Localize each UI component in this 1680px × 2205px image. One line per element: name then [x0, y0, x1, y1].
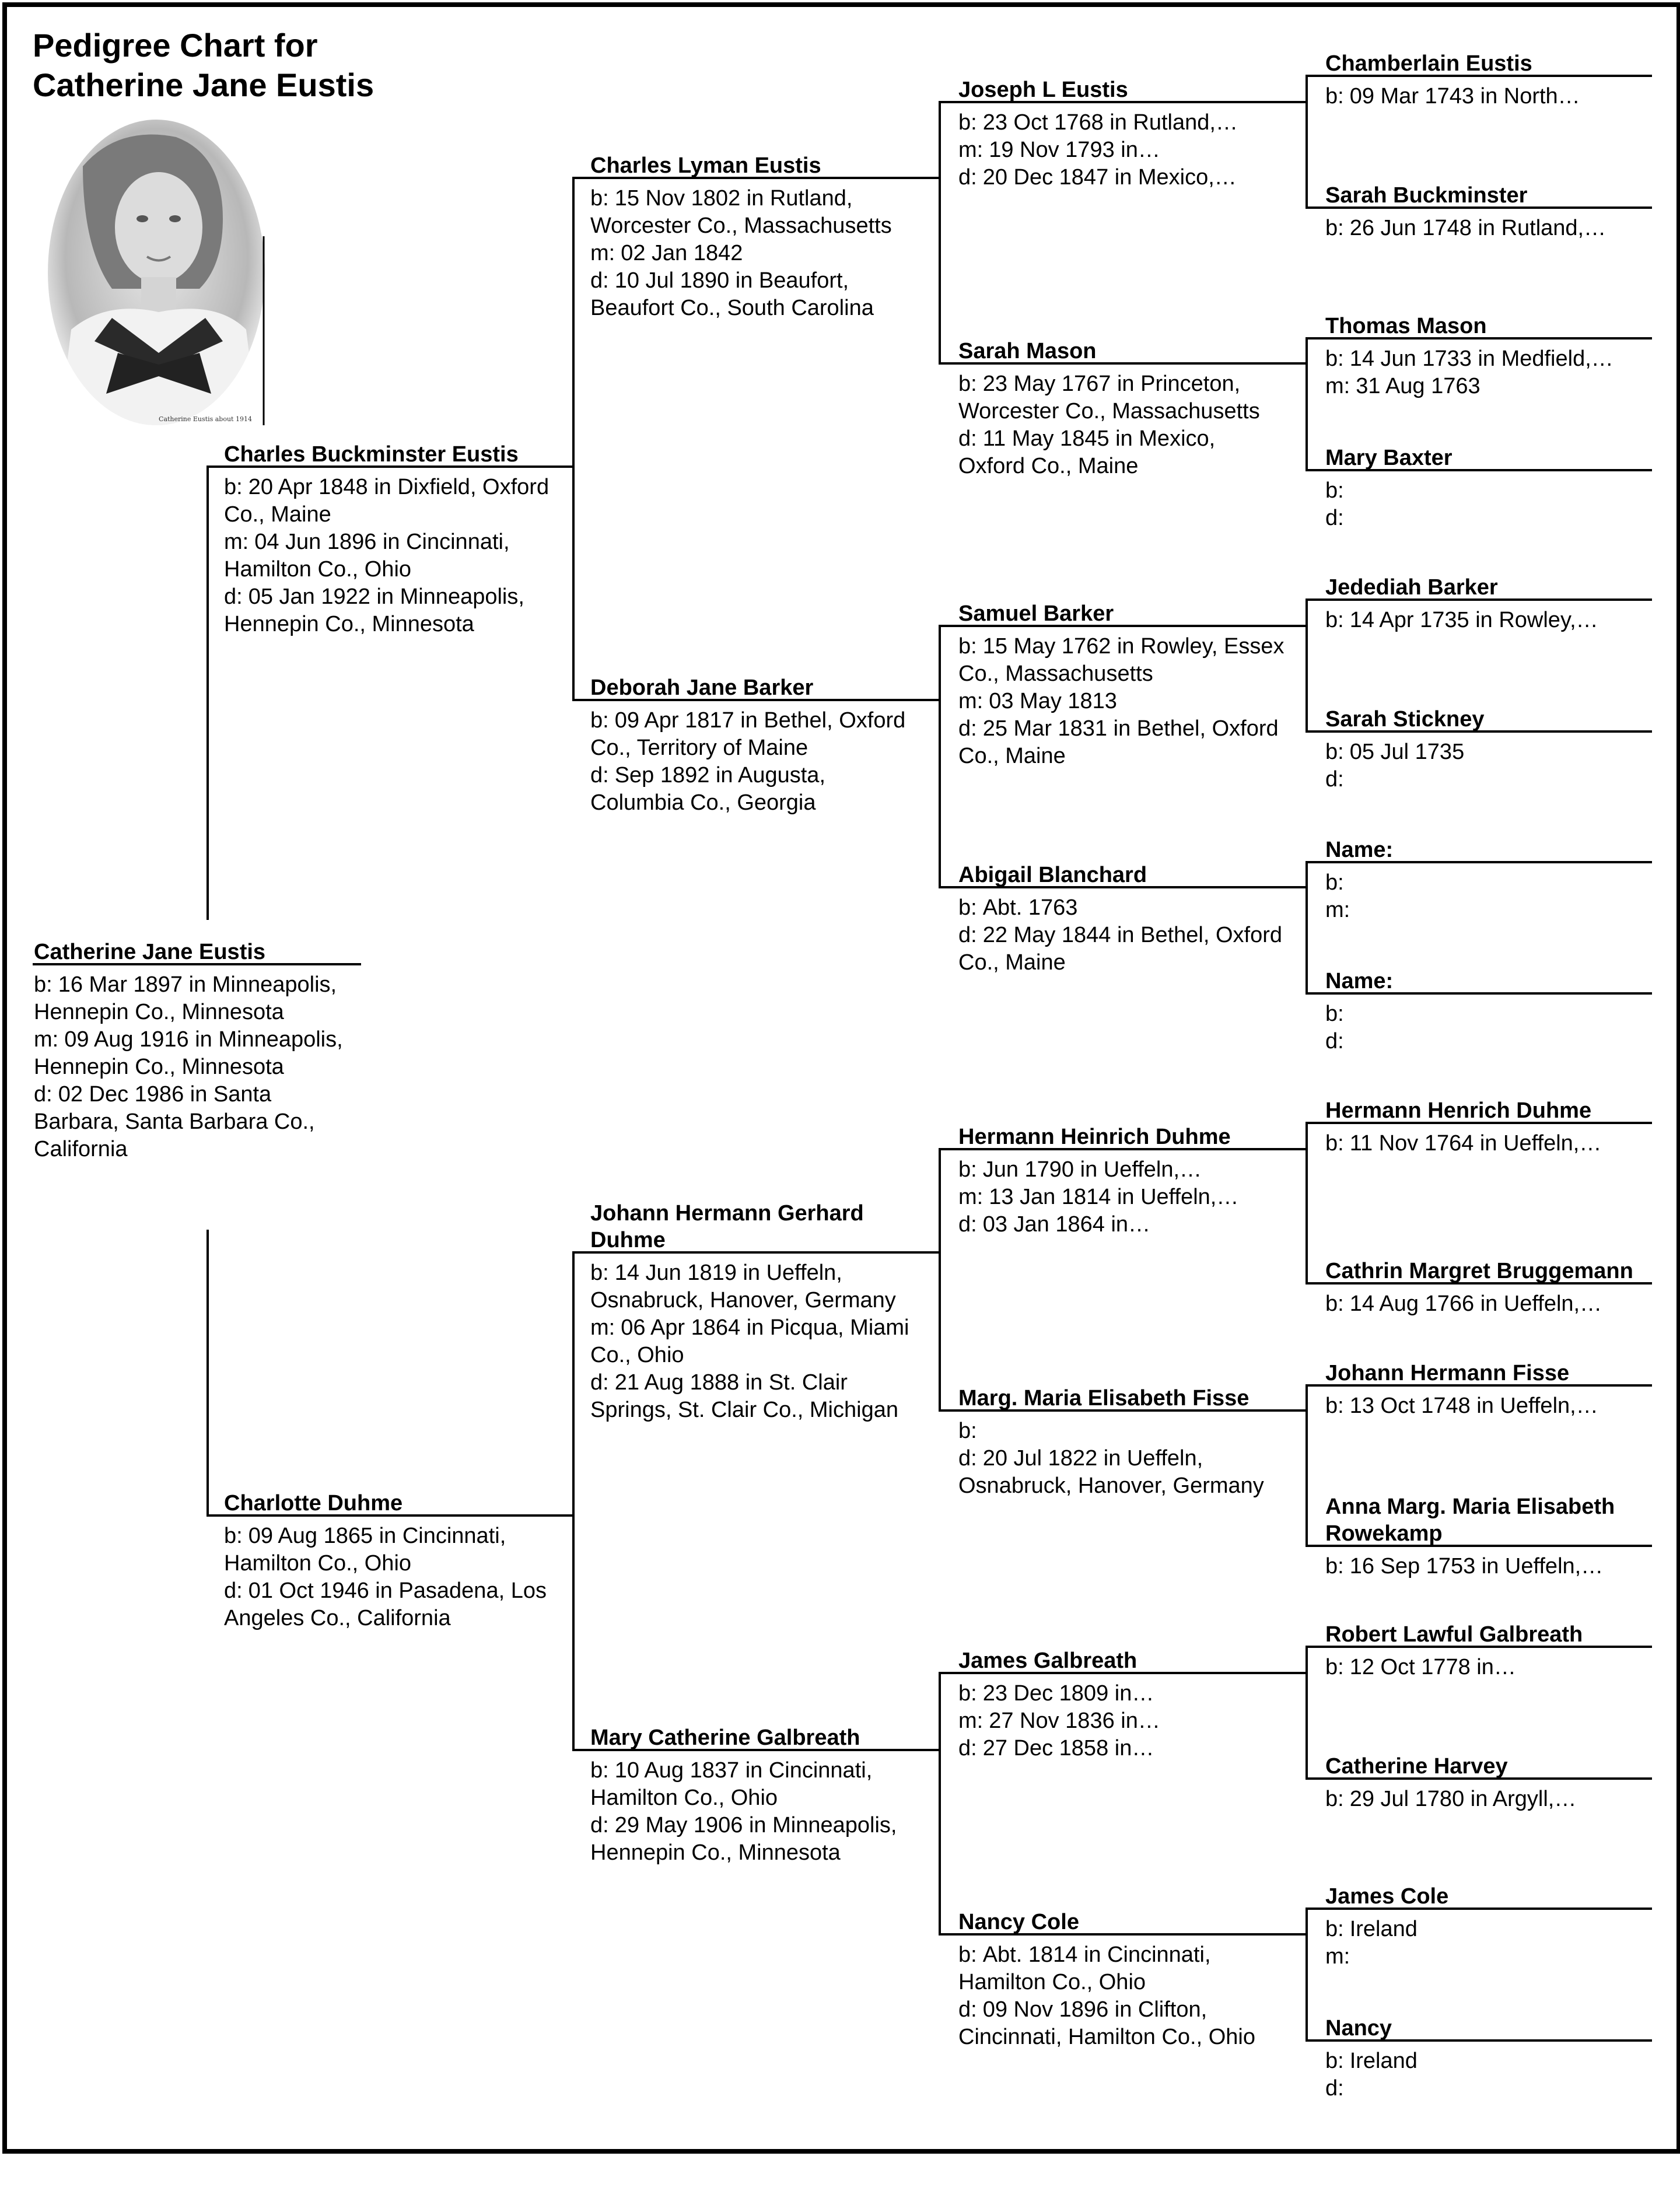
- person-marriage: [958, 136, 1285, 164]
- field-label: d:: [958, 165, 977, 190]
- field-label: b:: [958, 1419, 977, 1443]
- person-name: Samuel Barker: [958, 601, 1114, 626]
- page-title-line1: Pedigree Chart for: [33, 27, 318, 64]
- field-value: 25 Mar 1831 in Bethel, Oxford Co., Maine: [958, 716, 1279, 768]
- field-value: 01 Oct 1946 in Pasadena, Los Angeles Co., California: [224, 1578, 547, 1630]
- person-card-mary-baxter[interactable]: [1325, 446, 1640, 532]
- field-value: Jun 1790 in Ueffeln,…: [982, 1157, 1202, 1182]
- field-label: b:: [1325, 1292, 1344, 1316]
- person-birth: [1325, 1392, 1640, 1420]
- person-name: Catherine Harvey: [1325, 1754, 1508, 1779]
- person-name: Abigail Blanchard: [958, 863, 1147, 887]
- person-birth: [1325, 738, 1640, 766]
- person-death: [590, 1812, 917, 1867]
- person-name: Charles Lyman Eustis: [590, 153, 821, 178]
- person-birth: [590, 1259, 917, 1314]
- person-birth: [590, 185, 917, 240]
- field-value: 23 Dec 1809 in…: [982, 1681, 1154, 1706]
- field-label: d:: [34, 1082, 52, 1107]
- field-value: 27 Dec 1858 in…: [982, 1736, 1154, 1760]
- person-marriage: [958, 688, 1285, 715]
- field-label: m:: [958, 689, 984, 713]
- person-death: [1325, 1028, 1640, 1055]
- person-card-charles-lyman[interactable]: [590, 153, 917, 322]
- person-name: Jedediah Barker: [1325, 575, 1498, 600]
- field-label: b:: [590, 1758, 609, 1783]
- person-birth: [958, 109, 1285, 136]
- field-label: d:: [1325, 506, 1344, 530]
- field-label: m:: [958, 1709, 984, 1733]
- field-value: 03 May 1813: [989, 689, 1117, 713]
- person-marriage: [958, 1184, 1285, 1211]
- page-title-line2: Catherine Jane Eustis: [33, 66, 374, 103]
- person-birth: [958, 633, 1285, 688]
- field-label: b:: [958, 895, 977, 920]
- person-name: Sarah Stickney: [1325, 707, 1485, 732]
- person-card-marg-maria-fisse[interactable]: [958, 1386, 1285, 1500]
- person-death: [958, 1996, 1285, 2051]
- person-card-unknown-father[interactable]: [1325, 838, 1640, 924]
- field-value: 16 Sep 1753 in Ueffeln,…: [1349, 1554, 1604, 1578]
- person-card-sarah-buckminster[interactable]: [1325, 183, 1640, 242]
- person-card-samuel-barker[interactable]: [958, 601, 1285, 770]
- field-value: Sep 1892 in Augusta, Columbia Co., Georgia: [590, 763, 825, 815]
- field-value: 20 Apr 1848 in Dixfield, Oxford Co., Maine: [224, 475, 550, 527]
- field-label: d:: [958, 1446, 977, 1471]
- person-card-anna-marg[interactable]: [1325, 1494, 1640, 1580]
- person-marriage: [590, 1314, 917, 1369]
- person-death: [958, 715, 1285, 770]
- portrait-photo: [48, 120, 265, 425]
- person-birth: [958, 1156, 1285, 1184]
- field-label: b:: [1325, 870, 1344, 895]
- field-value: 11 May 1845 in Mexico, Oxford Co., Maine: [958, 426, 1216, 478]
- person-card-robert-lawful[interactable]: [1325, 1622, 1640, 1681]
- person-card-hermann-heinrich[interactable]: [958, 1125, 1285, 1238]
- page-title: [33, 26, 374, 105]
- field-label: d:: [590, 268, 609, 293]
- person-card-hermann-henrich[interactable]: [1325, 1098, 1640, 1157]
- field-label: b:: [1325, 1394, 1344, 1418]
- field-label: b:: [1325, 608, 1344, 632]
- person-birth: [1325, 345, 1640, 373]
- field-label: b:: [590, 708, 609, 733]
- person-name: James Galbreath: [958, 1648, 1138, 1673]
- person-marriage: [590, 240, 917, 267]
- person-birth: [1325, 477, 1640, 505]
- field-value: 02 Dec 1986 in Santa Barbara, Santa Barbara Co., California: [34, 1082, 315, 1161]
- person-card-charles-buckminster[interactable]: [224, 442, 551, 638]
- field-value: Ireland: [1349, 2049, 1418, 2073]
- field-value: 03 Jan 1864 in…: [982, 1212, 1151, 1237]
- field-label: d:: [1325, 1029, 1344, 1054]
- field-value: 19 Nov 1793 in…: [989, 138, 1160, 162]
- person-birth: [1325, 1654, 1640, 1681]
- person-name: Cathrin Margret Bruggemann: [1325, 1259, 1633, 1283]
- person-card-nancy-cole[interactable]: [958, 1910, 1285, 2051]
- field-value: 26 Jun 1748 in Rutland,…: [1349, 216, 1606, 240]
- person-marriage: [958, 1707, 1285, 1735]
- person-death: [1325, 2075, 1640, 2102]
- field-label: b:: [590, 186, 609, 211]
- field-value: 21 Aug 1888 in St. Clair Springs, St. Clair Co., Michigan: [590, 1370, 898, 1422]
- field-label: d:: [224, 584, 243, 609]
- field-label: d:: [590, 1370, 609, 1395]
- person-birth: [958, 1941, 1285, 1996]
- field-value: 10 Jul 1890 in Beaufort, Beaufort Co., South Carolina: [590, 268, 874, 320]
- person-death: [958, 1735, 1285, 1762]
- person-name: Charles Buckminster Eustis: [224, 442, 519, 467]
- field-value: 05 Jul 1735: [1349, 740, 1465, 764]
- person-death: [1325, 766, 1640, 793]
- field-label: m:: [1325, 374, 1350, 398]
- person-marriage: [224, 528, 551, 583]
- field-label: b:: [958, 1157, 977, 1182]
- person-card-nancy[interactable]: [1325, 2016, 1640, 2102]
- field-label: b:: [958, 372, 977, 396]
- person-death: [958, 1211, 1285, 1238]
- field-label: b:: [1325, 2049, 1344, 2073]
- field-value: 23 Oct 1768 in Rutland,…: [982, 110, 1238, 135]
- person-card-unknown-mother[interactable]: [1325, 969, 1640, 1055]
- person-birth: [958, 894, 1285, 922]
- person-name: Nancy Cole: [958, 1910, 1079, 1934]
- field-value: 13 Oct 1748 in Ueffeln,…: [1349, 1394, 1598, 1418]
- field-label: d:: [590, 1813, 609, 1838]
- field-value: 22 May 1844 in Bethel, Oxford Co., Maine: [958, 923, 1282, 975]
- field-value: 20 Dec 1847 in Mexico,…: [982, 165, 1237, 190]
- field-label: b:: [1325, 1917, 1344, 1941]
- person-death: [958, 164, 1285, 191]
- person-death: [224, 583, 551, 638]
- person-birth: [958, 370, 1285, 425]
- person-name: Hermann Henrich Duhme: [1325, 1098, 1592, 1123]
- field-label: d:: [958, 716, 977, 741]
- person-card-sarah-mason[interactable]: [958, 339, 1285, 480]
- person-card-catherine-jane[interactable]: [34, 940, 349, 1163]
- field-value: 09 Aug 1916 in Minneapolis, Hennepin Co., Minnesota: [34, 1027, 343, 1079]
- person-birth: [224, 474, 551, 528]
- field-value: 06 Apr 1864 in Picqua, Miami Co., Ohio: [590, 1315, 909, 1367]
- person-name: Chamberlain Eustis: [1325, 51, 1532, 76]
- person-death: [590, 1369, 917, 1424]
- field-label: d:: [958, 1736, 977, 1760]
- person-marriage: [1325, 897, 1640, 924]
- person-name: Marg. Maria Elisabeth Fisse: [958, 1386, 1250, 1410]
- field-label: b:: [958, 1681, 977, 1706]
- field-value: 29 Jul 1780 in Argyll,…: [1349, 1787, 1577, 1811]
- person-card-james-cole[interactable]: [1325, 1884, 1640, 1971]
- field-value: 16 Mar 1897 in Minneapolis, Hennepin Co., Minnesota: [34, 972, 337, 1024]
- field-label: m:: [590, 1315, 615, 1340]
- field-label: m:: [958, 1185, 984, 1209]
- person-birth: [958, 1418, 1285, 1445]
- person-name: Robert Lawful Galbreath: [1325, 1622, 1583, 1647]
- person-name: Sarah Mason: [958, 339, 1097, 363]
- person-birth: [1325, 215, 1640, 242]
- person-name: Johann Hermann Fisse: [1325, 1361, 1570, 1385]
- person-card-chamberlain[interactable]: [1325, 51, 1640, 110]
- person-name: Thomas Mason: [1325, 314, 1487, 338]
- field-label: d:: [590, 763, 609, 788]
- field-value: 09 Mar 1743 in North…: [1349, 84, 1580, 108]
- person-birth: [590, 707, 917, 762]
- person-death: [958, 1445, 1285, 1500]
- field-label: m:: [224, 530, 249, 554]
- field-label: b:: [224, 475, 243, 499]
- field-value: 14 Aug 1766 in Ueffeln,…: [1349, 1292, 1602, 1316]
- field-value: Ireland: [1349, 1917, 1418, 1941]
- person-birth: [1325, 1553, 1640, 1580]
- person-card-jedediah[interactable]: [1325, 575, 1640, 634]
- person-birth: [1325, 1290, 1640, 1318]
- person-death: [224, 1577, 551, 1632]
- person-name: Mary Catherine Galbreath: [590, 1726, 860, 1750]
- person-birth: [224, 1522, 551, 1577]
- field-value: 23 May 1767 in Princeton, Worcester Co., Massachusetts: [958, 372, 1260, 424]
- field-value: Abt. 1763: [982, 895, 1078, 920]
- person-marriage: [1325, 373, 1640, 400]
- field-label: b:: [1325, 1002, 1344, 1026]
- person-death: [1325, 505, 1640, 532]
- person-marriage: [1325, 1943, 1640, 1971]
- field-label: m:: [34, 1027, 59, 1052]
- field-label: b:: [1325, 1131, 1344, 1156]
- field-value: 10 Aug 1837 in Cincinnati, Hamilton Co., Ohio: [590, 1758, 873, 1810]
- person-name: Hermann Heinrich Duhme: [958, 1125, 1231, 1149]
- field-label: m:: [958, 138, 984, 162]
- field-value: 14 Jun 1733 in Medfield,…: [1349, 346, 1614, 371]
- person-card-charlotte-duhme[interactable]: [224, 1491, 551, 1632]
- field-label: b:: [958, 634, 977, 659]
- person-name: James Cole: [1325, 1884, 1449, 1909]
- field-value: 09 Apr 1817 in Bethel, Oxford Co., Territory of Maine: [590, 708, 906, 760]
- person-card-johann-hermann-gerhard[interactable]: [590, 1201, 917, 1424]
- person-name: Sarah Buckminster: [1325, 183, 1528, 208]
- person-card-catherine-harvey[interactable]: [1325, 1754, 1640, 1813]
- field-value: 13 Jan 1814 in Ueffeln,…: [989, 1185, 1239, 1209]
- person-name: Mary Baxter: [1325, 446, 1452, 470]
- field-value: 14 Jun 1819 in Ueffeln, Osnabruck, Hanover, Germany: [590, 1261, 896, 1312]
- person-birth: [958, 1680, 1285, 1707]
- field-label: m:: [1325, 898, 1350, 922]
- field-label: b:: [1325, 478, 1344, 503]
- person-birth: [1325, 1130, 1640, 1157]
- person-card-cathrin-margret[interactable]: [1325, 1259, 1640, 1318]
- field-label: b:: [958, 110, 977, 135]
- photo-caption: Catherine Eustis about 1914: [159, 415, 252, 423]
- field-value: 27 Nov 1836 in…: [989, 1709, 1160, 1733]
- field-label: m:: [590, 241, 615, 265]
- field-label: b:: [1325, 740, 1344, 764]
- person-name: Charlotte Duhme: [224, 1491, 403, 1516]
- field-label: b:: [34, 972, 52, 997]
- field-label: b:: [958, 1943, 977, 1967]
- field-value: 15 May 1762 in Rowley, Essex Co., Massachusetts: [958, 634, 1284, 686]
- field-value: 11 Nov 1764 in Ueffeln,…: [1349, 1131, 1602, 1156]
- field-label: b:: [1325, 1787, 1344, 1811]
- field-label: d:: [958, 426, 977, 451]
- field-label: d:: [224, 1578, 243, 1603]
- person-death: [590, 267, 917, 322]
- person-name: Anna Marg. Maria Elisabeth Rowekamp: [1325, 1494, 1615, 1546]
- field-label: d:: [958, 923, 977, 947]
- person-death: [958, 922, 1285, 977]
- person-birth: [34, 971, 349, 1026]
- field-label: b:: [1325, 346, 1344, 371]
- field-label: d:: [1325, 2076, 1344, 2101]
- person-card-mary-catherine[interactable]: [590, 1726, 917, 1867]
- person-name: Name:: [1325, 969, 1394, 993]
- person-card-johann-hermann-fisse[interactable]: [1325, 1361, 1640, 1420]
- person-card-james-galbreath[interactable]: [958, 1648, 1285, 1762]
- field-label: d:: [958, 1212, 977, 1237]
- person-card-joseph-l[interactable]: [958, 78, 1285, 191]
- field-label: b:: [1325, 216, 1344, 240]
- person-birth: [590, 1757, 917, 1812]
- field-value: 09 Aug 1865 in Cincinnati, Hamilton Co., Ohio: [224, 1524, 506, 1576]
- person-name: Johann Hermann Gerhard Duhme: [590, 1201, 864, 1252]
- field-value: 05 Jan 1922 in Minneapolis, Hennepin Co., Minnesota: [224, 584, 524, 636]
- person-birth: [1325, 607, 1640, 634]
- person-name: Name:: [1325, 838, 1394, 862]
- field-value: 15 Nov 1802 in Rutland, Worcester Co., Massachusetts: [590, 186, 892, 238]
- person-card-deborah-jane[interactable]: [590, 676, 917, 817]
- person-death: [34, 1081, 349, 1163]
- field-label: m:: [1325, 1944, 1350, 1969]
- field-label: d:: [958, 1997, 977, 2022]
- person-name: Nancy: [1325, 2016, 1392, 2041]
- person-birth: [1325, 869, 1640, 897]
- person-card-abigail-blanchard[interactable]: [958, 863, 1285, 977]
- person-birth: [1325, 1786, 1640, 1813]
- field-value: 14 Apr 1735 in Rowley,…: [1349, 608, 1598, 632]
- person-birth: [1325, 1000, 1640, 1028]
- field-value: 20 Jul 1822 in Ueffeln, Osnabruck, Hanover, Germany: [958, 1446, 1264, 1498]
- person-death: [590, 762, 917, 817]
- person-birth: [1325, 1916, 1640, 1943]
- person-marriage: [34, 1026, 349, 1081]
- field-value: 02 Jan 1842: [621, 241, 743, 265]
- person-name: Catherine Jane Eustis: [34, 940, 266, 964]
- field-label: b:: [1325, 1554, 1344, 1578]
- field-label: b:: [1325, 1655, 1344, 1679]
- person-card-sarah-stickney[interactable]: [1325, 707, 1640, 793]
- field-value: 04 Jun 1896 in Cincinnati, Hamilton Co., Ohio: [224, 530, 510, 582]
- field-label: d:: [1325, 767, 1344, 792]
- person-name: Deborah Jane Barker: [590, 676, 814, 700]
- field-label: b:: [590, 1261, 609, 1285]
- person-death: [958, 425, 1285, 480]
- person-birth: [1325, 83, 1640, 110]
- field-value: Abt. 1814 in Cincinnati, Hamilton Co., Ohio: [958, 1943, 1211, 1994]
- field-value: 12 Oct 1778 in…: [1349, 1655, 1516, 1679]
- field-value: 29 May 1906 in Minneapolis, Hennepin Co., Minnesota: [590, 1813, 897, 1865]
- field-value: 31 Aug 1763: [1356, 374, 1480, 398]
- field-label: b:: [224, 1524, 243, 1548]
- person-birth: [1325, 2048, 1640, 2075]
- person-name: Joseph L Eustis: [958, 78, 1128, 102]
- person-card-thomas-mason[interactable]: [1325, 314, 1640, 400]
- field-value: 09 Nov 1896 in Clifton, Cincinnati, Hamilton Co., Ohio: [958, 1997, 1255, 2049]
- field-label: b:: [1325, 84, 1344, 108]
